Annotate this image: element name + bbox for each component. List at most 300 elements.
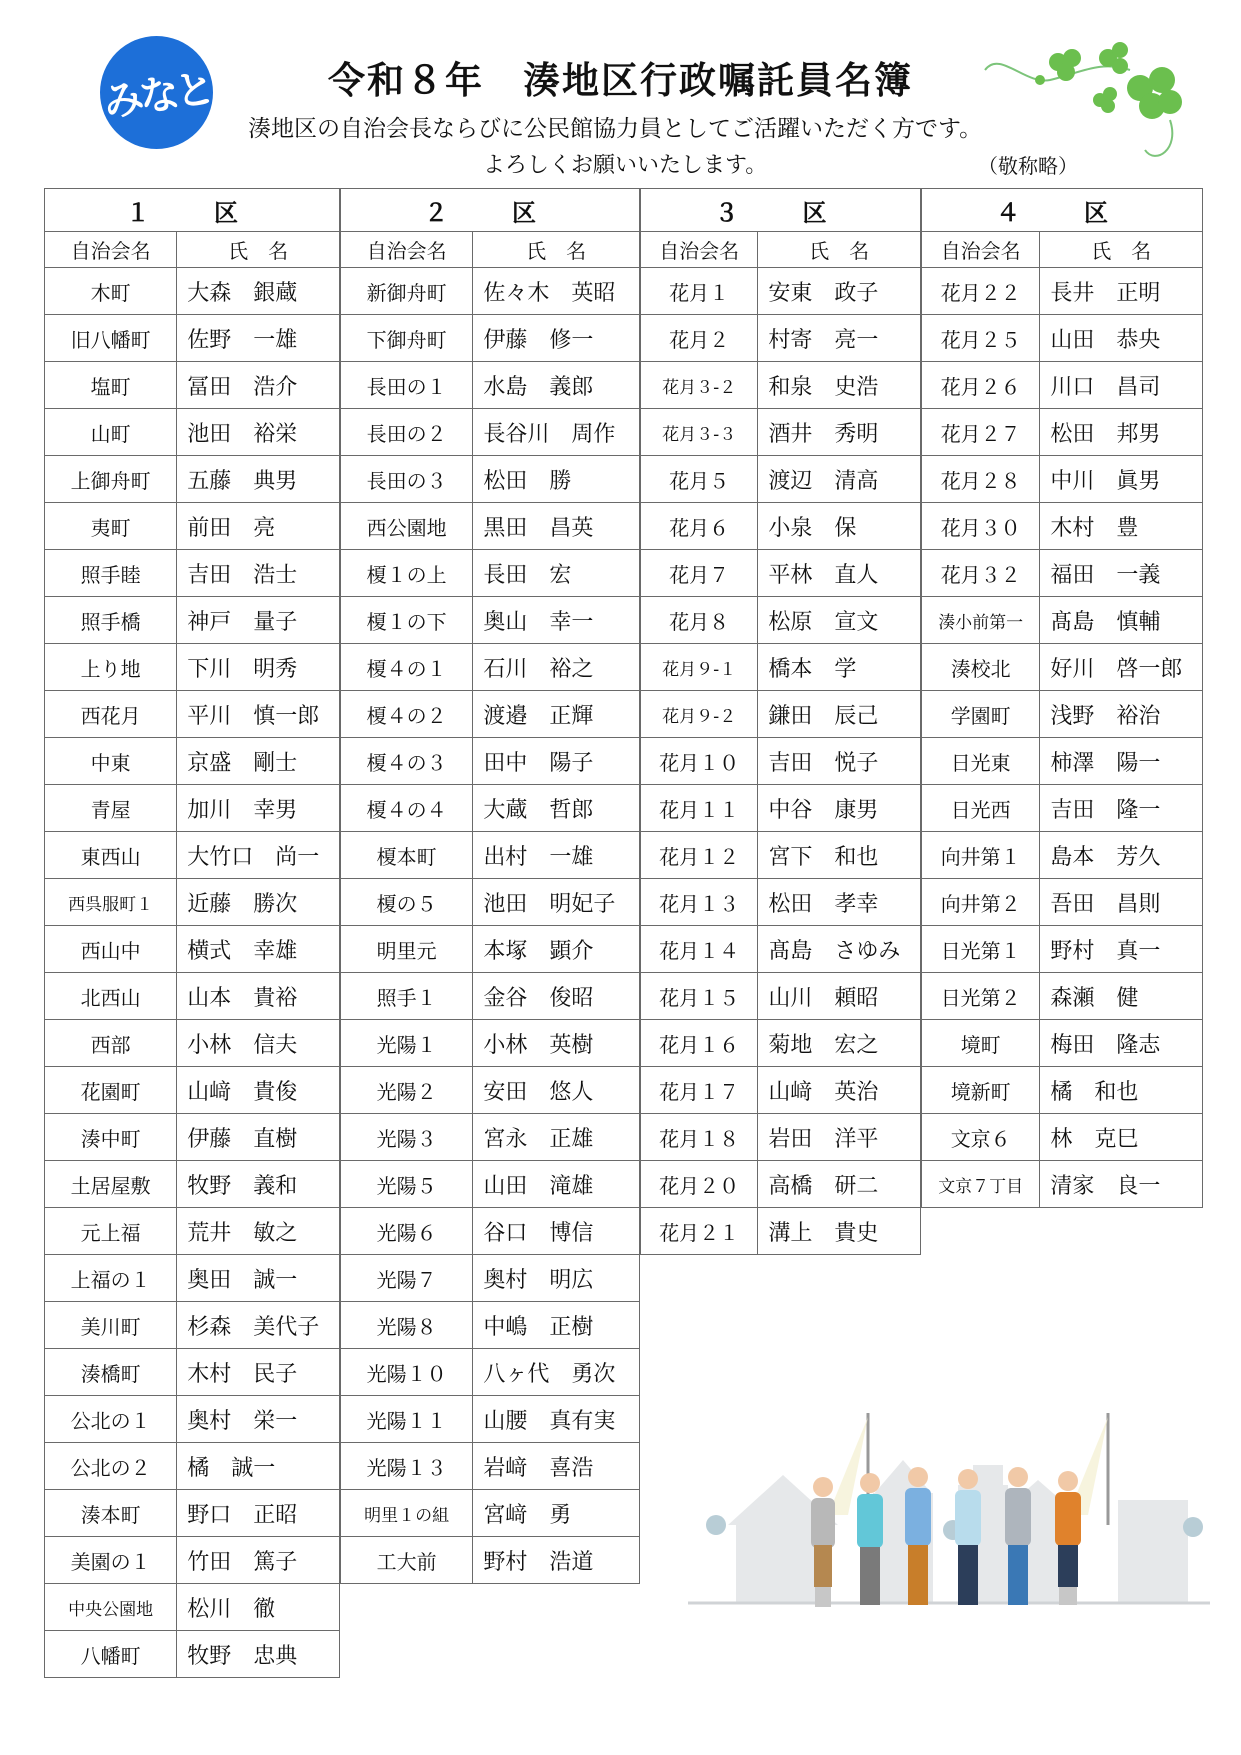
association-cell: 照手１ — [341, 973, 473, 1020]
association-cell: 湊橋町 — [45, 1349, 177, 1396]
association-cell: 花月５ — [641, 456, 758, 503]
name-cell: 高橋 研二 — [758, 1161, 921, 1208]
association-cell: 光陽３ — [341, 1114, 473, 1161]
assoc-column-header: 自治会名 — [922, 232, 1040, 268]
association-cell: 花月８ — [641, 597, 758, 644]
association-cell: 日光第２ — [922, 973, 1040, 1020]
table-row — [45, 1396, 340, 1443]
table-row — [341, 1349, 640, 1396]
name-cell: 長田 宏 — [473, 550, 640, 597]
assoc-column-header: 自治会名 — [45, 232, 177, 268]
name-cell: 浅野 裕治 — [1040, 691, 1203, 738]
name-cell: 渡邉 正輝 — [473, 691, 640, 738]
table-row — [341, 1161, 640, 1208]
association-cell: 八幡町 — [45, 1631, 177, 1678]
name-cell: 菊地 宏之 — [758, 1020, 921, 1067]
association-cell: 湊校北 — [922, 644, 1040, 691]
table-row — [45, 1114, 340, 1161]
association-cell: 長田の３ — [341, 456, 473, 503]
table-row — [45, 503, 340, 550]
name-cell: 髙島 さゆみ — [758, 926, 921, 973]
name-cell: 田中 陽子 — [473, 738, 640, 785]
name-column-header: 氏 名 — [177, 232, 340, 268]
association-cell: 花月３２ — [922, 550, 1040, 597]
table-row — [45, 926, 340, 973]
name-cell: 中谷 康男 — [758, 785, 921, 832]
association-cell: 花月２６ — [922, 362, 1040, 409]
table-row — [341, 1067, 640, 1114]
association-cell: 花月３０ — [922, 503, 1040, 550]
table-row — [45, 268, 340, 315]
name-cell: 橘 誠一 — [177, 1443, 340, 1490]
association-cell: 花園町 — [45, 1067, 177, 1114]
table-row — [341, 597, 640, 644]
association-cell: 花月７ — [641, 550, 758, 597]
table-row — [45, 691, 340, 738]
name-cell: 野口 正昭 — [177, 1490, 340, 1537]
association-cell: 照手睦 — [45, 550, 177, 597]
name-cell: 神戸 量子 — [177, 597, 340, 644]
table-row — [922, 362, 1203, 409]
association-cell: 花月１０ — [641, 738, 758, 785]
association-cell: 日光第１ — [922, 926, 1040, 973]
association-cell: 上り地 — [45, 644, 177, 691]
name-cell: 木村 豊 — [1040, 503, 1203, 550]
table-row — [341, 644, 640, 691]
table-row — [45, 315, 340, 362]
table-row — [641, 1208, 921, 1255]
association-cell: 西山中 — [45, 926, 177, 973]
name-cell: 酒井 秀明 — [758, 409, 921, 456]
name-cell: 長谷川 周作 — [473, 409, 640, 456]
table-row — [641, 1020, 921, 1067]
association-cell: 文京７丁目 — [922, 1161, 1040, 1208]
association-cell: 明里１の組 — [341, 1490, 473, 1537]
association-cell: 向井第２ — [922, 879, 1040, 926]
name-cell: 加川 幸男 — [177, 785, 340, 832]
table-row — [341, 503, 640, 550]
name-cell: 杉森 美代子 — [177, 1302, 340, 1349]
name-cell: 伊藤 直樹 — [177, 1114, 340, 1161]
association-cell: 文京６ — [922, 1114, 1040, 1161]
name-cell: 山田 滝雄 — [473, 1161, 640, 1208]
table-row — [922, 879, 1203, 926]
association-cell: 花月１１ — [641, 785, 758, 832]
table-row — [922, 644, 1203, 691]
table-row — [45, 785, 340, 832]
district-header: ３ 区 — [641, 189, 921, 232]
name-cell: 石川 裕之 — [473, 644, 640, 691]
name-cell: 岩﨑 喜浩 — [473, 1443, 640, 1490]
association-cell: 花月１７ — [641, 1067, 758, 1114]
association-cell: 学園町 — [922, 691, 1040, 738]
table-row — [45, 832, 340, 879]
association-cell: 木町 — [45, 268, 177, 315]
association-cell: 西公園地 — [341, 503, 473, 550]
table-row — [341, 1443, 640, 1490]
name-cell: 平川 慎一郎 — [177, 691, 340, 738]
association-cell: 塩町 — [45, 362, 177, 409]
name-cell: 出村 一雄 — [473, 832, 640, 879]
association-cell: 北西山 — [45, 973, 177, 1020]
name-cell: 吉田 悦子 — [758, 738, 921, 785]
table-row — [341, 926, 640, 973]
name-cell: 本塚 顕介 — [473, 926, 640, 973]
name-cell: 松川 徹 — [177, 1584, 340, 1631]
table-row — [641, 456, 921, 503]
table-row — [922, 550, 1203, 597]
name-cell: 梅田 隆志 — [1040, 1020, 1203, 1067]
name-cell: 下川 明秀 — [177, 644, 340, 691]
association-cell: 上御舟町 — [45, 456, 177, 503]
name-cell: 金谷 俊昭 — [473, 973, 640, 1020]
name-cell: 和泉 史浩 — [758, 362, 921, 409]
association-cell: 青屋 — [45, 785, 177, 832]
table-row — [45, 456, 340, 503]
table-row — [922, 973, 1203, 1020]
name-cell: 伊藤 修一 — [473, 315, 640, 362]
association-cell: 榎４の２ — [341, 691, 473, 738]
association-cell: 湊本町 — [45, 1490, 177, 1537]
name-cell: 森瀬 健 — [1040, 973, 1203, 1020]
table-row — [922, 268, 1203, 315]
association-cell: 中央公園地 — [45, 1584, 177, 1631]
association-cell: 光陽８ — [341, 1302, 473, 1349]
honorific-note: （敬称略） — [978, 154, 1078, 178]
association-cell: 花月２１ — [641, 1208, 758, 1255]
name-cell: 八ヶ代 勇次 — [473, 1349, 640, 1396]
association-cell: 花月１２ — [641, 832, 758, 879]
table-row — [641, 1067, 921, 1114]
association-cell: 東西山 — [45, 832, 177, 879]
table-row — [341, 738, 640, 785]
table-row — [641, 926, 921, 973]
association-cell: 照手橋 — [45, 597, 177, 644]
association-cell: 夷町 — [45, 503, 177, 550]
association-cell: 花月９-１ — [641, 644, 758, 691]
association-cell: 榎１の下 — [341, 597, 473, 644]
association-cell: 花月１３ — [641, 879, 758, 926]
table-row — [341, 1208, 640, 1255]
table-row — [341, 1490, 640, 1537]
name-cell: 吉田 隆一 — [1040, 785, 1203, 832]
table-row — [45, 1161, 340, 1208]
association-cell: 公北の２ — [45, 1443, 177, 1490]
table-row — [45, 644, 340, 691]
association-cell: 花月９-２ — [641, 691, 758, 738]
table-row — [45, 738, 340, 785]
name-cell: 牧野 忠典 — [177, 1631, 340, 1678]
district-header: １ 区 — [45, 189, 340, 232]
table-row — [641, 362, 921, 409]
name-cell: 大蔵 哲郎 — [473, 785, 640, 832]
name-cell: 松田 勝 — [473, 456, 640, 503]
association-cell: 光陽６ — [341, 1208, 473, 1255]
name-cell: 松田 孝幸 — [758, 879, 921, 926]
table-row — [45, 879, 340, 926]
association-cell: 光陽７ — [341, 1255, 473, 1302]
association-cell: 工大前 — [341, 1537, 473, 1584]
table-row — [341, 362, 640, 409]
name-cell: 黒田 昌英 — [473, 503, 640, 550]
association-cell: 美園の１ — [45, 1537, 177, 1584]
association-cell: 光陽２ — [341, 1067, 473, 1114]
association-cell: 新御舟町 — [341, 268, 473, 315]
table-row — [45, 1537, 340, 1584]
association-cell: 花月２０ — [641, 1161, 758, 1208]
table-row — [45, 1208, 340, 1255]
table-row — [45, 1490, 340, 1537]
subtitle-line-2: よろしくお願いいたします。 — [483, 153, 768, 178]
table-row — [641, 550, 921, 597]
clover-decoration-icon — [980, 40, 1195, 175]
association-cell: 光陽１３ — [341, 1443, 473, 1490]
table-row — [641, 409, 921, 456]
name-cell: 山本 貴裕 — [177, 973, 340, 1020]
table-row — [922, 785, 1203, 832]
table-row — [922, 1020, 1203, 1067]
table-row — [341, 832, 640, 879]
table-row — [641, 268, 921, 315]
table-row — [45, 1302, 340, 1349]
association-cell: 湊小前第一 — [922, 597, 1040, 644]
name-cell: 佐々木 英昭 — [473, 268, 640, 315]
table-row — [341, 973, 640, 1020]
association-cell: 花月２２ — [922, 268, 1040, 315]
table-row — [922, 832, 1203, 879]
association-cell: 境新町 — [922, 1067, 1040, 1114]
name-cell: 近藤 勝次 — [177, 879, 340, 926]
table-row — [45, 1584, 340, 1631]
name-cell: 長井 正明 — [1040, 268, 1203, 315]
district-header: ２ 区 — [341, 189, 640, 232]
table-row — [641, 785, 921, 832]
name-cell: 渡辺 清高 — [758, 456, 921, 503]
table-row — [641, 597, 921, 644]
table-row — [641, 738, 921, 785]
district-3-table — [640, 188, 921, 1255]
association-cell: 下御舟町 — [341, 315, 473, 362]
logo-text: みなと — [100, 65, 214, 127]
subtitle-line-1: 湊地区の自治会長ならびに公民館協力員としてご活躍いただく方です。 — [248, 116, 983, 142]
name-cell: 中川 眞男 — [1040, 456, 1203, 503]
association-cell: 長田の２ — [341, 409, 473, 456]
name-cell: 溝上 貴史 — [758, 1208, 921, 1255]
table-row — [641, 315, 921, 362]
table-row — [641, 1114, 921, 1161]
association-cell: 向井第１ — [922, 832, 1040, 879]
name-cell: 奥田 誠一 — [177, 1255, 340, 1302]
table-row — [922, 503, 1203, 550]
name-cell: 奥山 幸一 — [473, 597, 640, 644]
table-row — [922, 1114, 1203, 1161]
name-cell: 牧野 義和 — [177, 1161, 340, 1208]
name-cell: 松田 邦男 — [1040, 409, 1203, 456]
association-cell: 花月１６ — [641, 1020, 758, 1067]
table-row — [45, 1631, 340, 1678]
table-row — [922, 691, 1203, 738]
association-cell: 榎４の４ — [341, 785, 473, 832]
association-cell: 花月１ — [641, 268, 758, 315]
association-cell: 榎１の上 — [341, 550, 473, 597]
name-cell: 山﨑 貴俊 — [177, 1067, 340, 1114]
table-row — [341, 1020, 640, 1067]
association-cell: 山町 — [45, 409, 177, 456]
name-cell: 山川 頼昭 — [758, 973, 921, 1020]
association-cell: 土居屋敷 — [45, 1161, 177, 1208]
table-row — [341, 1255, 640, 1302]
name-cell: 橘 和也 — [1040, 1067, 1203, 1114]
name-cell: 木村 民子 — [177, 1349, 340, 1396]
association-cell: 花月６ — [641, 503, 758, 550]
association-cell: 西花月 — [45, 691, 177, 738]
table-row — [45, 362, 340, 409]
association-cell: 西呉服町１ — [45, 879, 177, 926]
association-cell: 花月２ — [641, 315, 758, 362]
table-row — [922, 926, 1203, 973]
page-title: 令和８年 湊地区行政嘱託員名簿 — [328, 59, 913, 102]
association-cell: 榎４の３ — [341, 738, 473, 785]
name-cell: 奥村 栄一 — [177, 1396, 340, 1443]
association-cell: 美川町 — [45, 1302, 177, 1349]
name-cell: 山﨑 英治 — [758, 1067, 921, 1114]
association-cell: 榎の５ — [341, 879, 473, 926]
assoc-column-header: 自治会名 — [341, 232, 473, 268]
table-row — [341, 268, 640, 315]
name-cell: 林 克巳 — [1040, 1114, 1203, 1161]
table-row — [641, 503, 921, 550]
name-column-header: 氏 名 — [758, 232, 921, 268]
community-people-illustration — [688, 1405, 1210, 1655]
name-cell: 野村 真一 — [1040, 926, 1203, 973]
name-cell: 谷口 博信 — [473, 1208, 640, 1255]
district-header: ４ 区 — [922, 189, 1203, 232]
table-row — [45, 597, 340, 644]
name-column-header: 氏 名 — [473, 232, 640, 268]
table-row — [641, 973, 921, 1020]
name-cell: 荒井 敏之 — [177, 1208, 340, 1255]
name-cell: 山田 恭央 — [1040, 315, 1203, 362]
table-row — [45, 1443, 340, 1490]
name-cell: 宮﨑 勇 — [473, 1490, 640, 1537]
table-row — [922, 315, 1203, 362]
table-row — [922, 1067, 1203, 1114]
assoc-column-header: 自治会名 — [641, 232, 758, 268]
name-cell: 宮下 和也 — [758, 832, 921, 879]
association-cell: 西部 — [45, 1020, 177, 1067]
table-row — [341, 456, 640, 503]
name-cell: 奥村 明広 — [473, 1255, 640, 1302]
name-cell: 池田 明妃子 — [473, 879, 640, 926]
table-row — [641, 1161, 921, 1208]
name-cell: 福田 一義 — [1040, 550, 1203, 597]
association-cell: 光陽５ — [341, 1161, 473, 1208]
district-4-table — [921, 188, 1203, 1208]
name-cell: 吾田 昌則 — [1040, 879, 1203, 926]
name-cell: 中嶋 正樹 — [473, 1302, 640, 1349]
table-row — [45, 1349, 340, 1396]
table-row — [45, 973, 340, 1020]
name-cell: 鎌田 辰己 — [758, 691, 921, 738]
association-cell: 長田の１ — [341, 362, 473, 409]
name-cell: 吉田 浩士 — [177, 550, 340, 597]
association-cell: 花月２７ — [922, 409, 1040, 456]
name-column-header: 氏 名 — [1040, 232, 1203, 268]
name-cell: 大森 銀蔵 — [177, 268, 340, 315]
table-row — [341, 315, 640, 362]
name-cell: 岩田 洋平 — [758, 1114, 921, 1161]
table-row — [341, 550, 640, 597]
name-cell: 橋本 学 — [758, 644, 921, 691]
table-row — [45, 1255, 340, 1302]
table-row — [641, 691, 921, 738]
name-cell: 安田 悠人 — [473, 1067, 640, 1114]
name-cell: 池田 裕栄 — [177, 409, 340, 456]
name-cell: 野村 浩道 — [473, 1537, 640, 1584]
association-cell: 花月３-２ — [641, 362, 758, 409]
name-cell: 平林 直人 — [758, 550, 921, 597]
name-cell: 宮永 正雄 — [473, 1114, 640, 1161]
table-row — [341, 1537, 640, 1584]
name-cell: 村寄 亮一 — [758, 315, 921, 362]
association-cell: 花月１５ — [641, 973, 758, 1020]
table-row — [922, 1161, 1203, 1208]
name-cell: 島本 芳久 — [1040, 832, 1203, 879]
name-cell: 小林 信夫 — [177, 1020, 340, 1067]
association-cell: 境町 — [922, 1020, 1040, 1067]
association-cell: 光陽１０ — [341, 1349, 473, 1396]
name-cell: 小泉 保 — [758, 503, 921, 550]
association-cell: 明里元 — [341, 926, 473, 973]
name-cell: 安東 政子 — [758, 268, 921, 315]
table-row — [641, 879, 921, 926]
name-cell: 清家 良一 — [1040, 1161, 1203, 1208]
table-row — [341, 1396, 640, 1443]
table-row — [341, 785, 640, 832]
name-cell: 大竹口 尚一 — [177, 832, 340, 879]
association-cell: 榎本町 — [341, 832, 473, 879]
association-cell: 光陽１１ — [341, 1396, 473, 1443]
table-row — [341, 1302, 640, 1349]
name-cell: 川口 昌司 — [1040, 362, 1203, 409]
name-cell: 京盛 剛士 — [177, 738, 340, 785]
name-cell: 松原 宣文 — [758, 597, 921, 644]
table-row — [341, 1114, 640, 1161]
name-cell: 柿澤 陽一 — [1040, 738, 1203, 785]
association-cell: 日光東 — [922, 738, 1040, 785]
association-cell: 公北の１ — [45, 1396, 177, 1443]
name-cell: 竹田 篤子 — [177, 1537, 340, 1584]
table-row — [341, 409, 640, 456]
association-cell: 湊中町 — [45, 1114, 177, 1161]
name-cell: 山腰 真有実 — [473, 1396, 640, 1443]
name-cell: 髙島 慎輔 — [1040, 597, 1203, 644]
association-cell: 光陽１ — [341, 1020, 473, 1067]
association-cell: 榎４の１ — [341, 644, 473, 691]
name-cell: 横式 幸雄 — [177, 926, 340, 973]
table-row — [45, 550, 340, 597]
table-row — [922, 597, 1203, 644]
association-cell: 上福の１ — [45, 1255, 177, 1302]
table-row — [922, 738, 1203, 785]
table-row — [922, 409, 1203, 456]
association-cell: 花月２５ — [922, 315, 1040, 362]
name-cell: 前田 亮 — [177, 503, 340, 550]
association-cell: 花月２８ — [922, 456, 1040, 503]
association-cell: 旧八幡町 — [45, 315, 177, 362]
association-cell: 日光西 — [922, 785, 1040, 832]
name-cell: 冨田 浩介 — [177, 362, 340, 409]
